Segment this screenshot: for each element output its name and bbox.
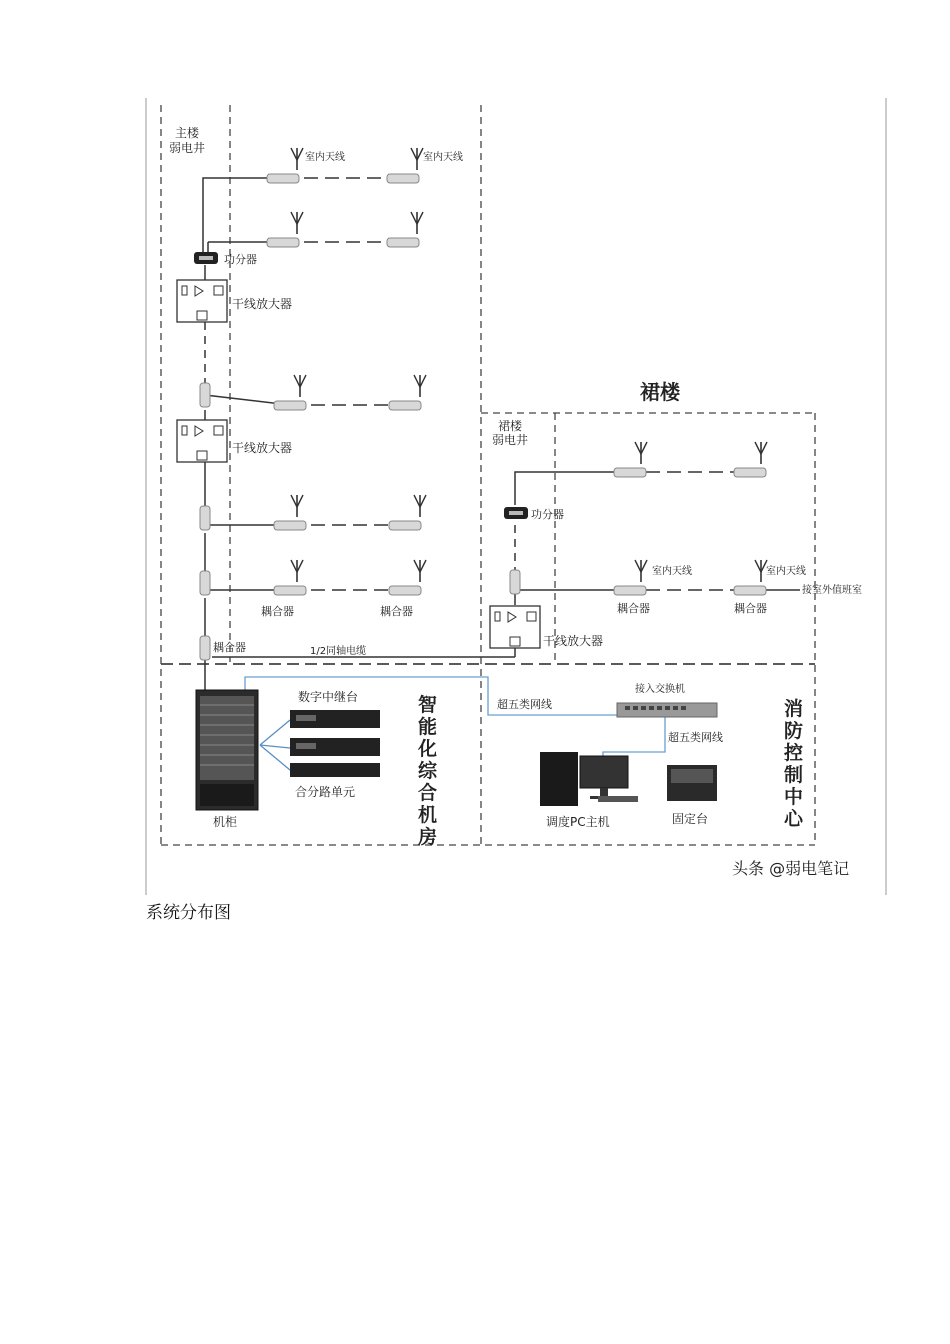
equipment-room-char: 房 bbox=[418, 826, 438, 848]
fire-control-char: 消 bbox=[784, 698, 804, 720]
equipment-room-char: 合 bbox=[418, 782, 438, 804]
dispatch-pc-icon bbox=[540, 752, 638, 806]
podium-title: 裙楼 bbox=[640, 380, 680, 404]
cat5e-label: 超五类网线 bbox=[668, 731, 723, 744]
fire-control-char: 控 bbox=[784, 742, 804, 764]
outdoor-duty-label: 接室外值班室 bbox=[802, 585, 862, 596]
cat5e-label: 超五类网线 bbox=[497, 698, 552, 711]
equipment-room-char: 化 bbox=[418, 738, 438, 760]
power-splitter-main bbox=[194, 252, 218, 264]
podium-shaft-label-1: 裙楼 bbox=[498, 419, 523, 433]
repeater-icon bbox=[290, 710, 380, 756]
switch-icon bbox=[617, 703, 717, 717]
trunk-amp-label: 干线放大器 bbox=[543, 634, 604, 648]
fixed-station-label: 固定台 bbox=[672, 812, 709, 826]
fire-control-char: 心 bbox=[784, 808, 804, 830]
combiner-unit-label: 合分路单元 bbox=[295, 785, 356, 799]
equipment-room-char: 机 bbox=[418, 804, 438, 826]
main-building-antennas bbox=[200, 148, 426, 660]
equipment-room-char: 智 bbox=[418, 694, 438, 716]
power-splitter-label: 功分器 bbox=[224, 253, 257, 266]
cabinet-label: 机柜 bbox=[213, 815, 238, 829]
power-splitter-label: 功分器 bbox=[531, 508, 564, 521]
coupler-label: 耦合器 bbox=[617, 602, 650, 615]
podium-shaft-label-2: 弱电井 bbox=[492, 433, 529, 447]
power-splitter-podium bbox=[504, 507, 528, 519]
coupler-label: 耦合器 bbox=[213, 641, 246, 654]
indoor-antenna-label: 室内天线 bbox=[766, 566, 806, 577]
coupler-label: 耦合器 bbox=[380, 605, 413, 618]
cabinet-icon bbox=[196, 690, 258, 810]
watermark: 头条 @弱电笔记 bbox=[732, 859, 850, 878]
coupler-label: 耦合器 bbox=[734, 602, 767, 615]
fixed-station-icon bbox=[667, 765, 717, 801]
figure-caption: 系统分布图 bbox=[146, 903, 231, 923]
trunk-amplifier-2 bbox=[177, 420, 227, 462]
trunk-amplifier-podium bbox=[490, 606, 540, 648]
indoor-antenna-label: 室内天线 bbox=[652, 566, 692, 577]
equipment-room-char: 能 bbox=[418, 716, 438, 738]
indoor-antenna-label: 室内天线 bbox=[305, 152, 345, 163]
digital-repeater-label: 数字中继台 bbox=[298, 690, 359, 704]
fire-control-char: 制 bbox=[784, 764, 804, 786]
coupler-label: 耦合器 bbox=[261, 605, 294, 618]
fire-control-char: 中 bbox=[784, 786, 804, 808]
combiner-unit-icon bbox=[290, 763, 380, 777]
dispatch-pc-label: 调度PC主机 bbox=[546, 815, 610, 829]
access-switch-label: 接入交换机 bbox=[635, 684, 685, 695]
indoor-antenna-label: 室内天线 bbox=[423, 152, 463, 163]
main-shaft-label-1: 主楼 bbox=[175, 126, 200, 140]
trunk-amplifier-1 bbox=[177, 280, 227, 322]
equipment-room-char: 综 bbox=[418, 760, 438, 782]
trunk-amp-label: 干线放大器 bbox=[232, 441, 293, 455]
main-shaft-label-2: 弱电井 bbox=[169, 141, 206, 155]
fire-control-char: 防 bbox=[784, 720, 804, 742]
coax-cable-label: 1/2同轴电缆 bbox=[310, 646, 367, 657]
trunk-amp-label: 干线放大器 bbox=[232, 297, 293, 311]
